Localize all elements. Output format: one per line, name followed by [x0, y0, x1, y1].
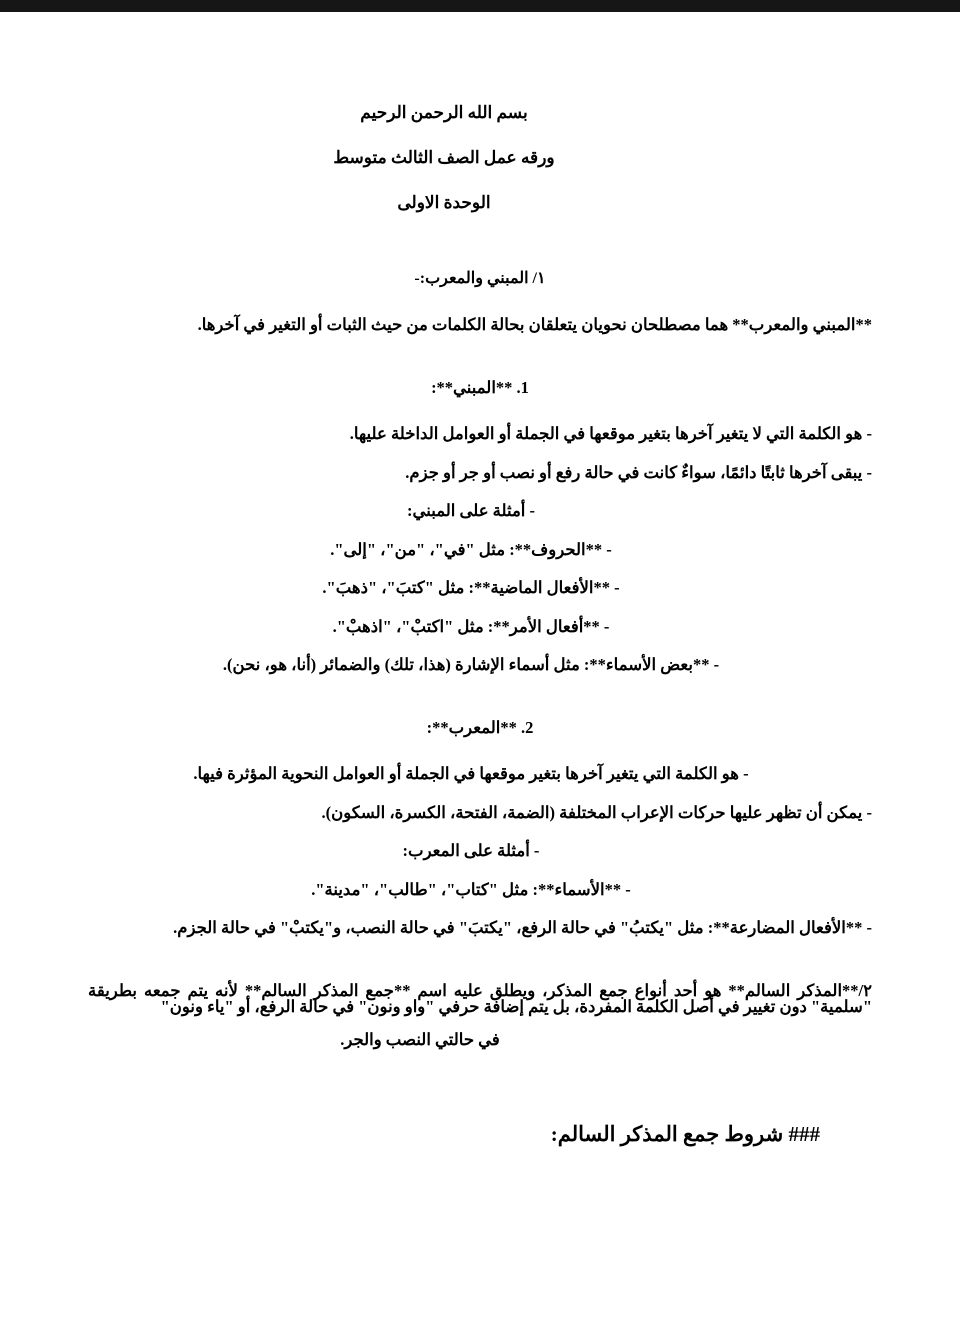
spacer: [0, 558, 960, 580]
item-one-example-nouns: - **بعض الأسماء**: مثل أسماء الإشارة (هذا، تلك) والضمائر (أنا، هو، نحن).: [222, 655, 720, 674]
document-content: [0, 12, 960, 1145]
item-two-definition-2: - يمكن أن تظهر عليها حركات الإعراب المختلفة (الضمة، الفتحة، الكسرة، السكون).: [321, 802, 872, 822]
spacer: [0, 937, 960, 953]
spacer: [0, 736, 960, 766]
item-one-example-past-verbs: - **الأفعال الماضية**: مثل "كتبَ"، "ذهبَ".: [322, 578, 620, 597]
item-two-examples-label: - أمثلة على المعرب:: [402, 841, 540, 860]
worksheet-title: ورقه عمل الصف الثالث متوسط: [333, 148, 555, 167]
item-two-example-present-verbs: - **الأفعال المضارعة**: مثل "يكتبُ" في حالة الرفع، "يكتبَ" في حالة النصب، و"يكتبْ" في حالة الجزم.: [173, 918, 872, 937]
spacer: [0, 1048, 960, 1094]
document-header: [0, 104, 960, 211]
unit-title: الوحدة الاولى: [397, 193, 491, 212]
spacer: [0, 860, 960, 882]
spacer: [0, 898, 960, 920]
spacer: [0, 674, 960, 720]
item-two-example-nouns: - **الأسماء**: مثل "كتاب"، "طالب"، "مدينة".: [311, 879, 631, 899]
section-two-paragraph-tail: في حالتي النصب والجر.: [340, 1029, 500, 1049]
spacer: [0, 635, 960, 657]
item-one-example-imperative-verbs: - **أفعال الأمر**: مثل "اكتبْ"، "اذهبْ".: [332, 616, 610, 636]
spacer: [0, 821, 960, 843]
top-status-bar: [0, 0, 960, 12]
spacer: [0, 520, 960, 542]
basmala-line: بسم الله الرحمن الرحيم: [360, 103, 528, 122]
item-one-definition-2: - يبقى آخرها ثابتًا دائمًا، سواءٌ كانت في حالة رفع أو نصب أو جر أو جزم.: [405, 462, 872, 482]
spacer: [0, 1094, 960, 1124]
item-one-example-huruf: - **الحروف**: مثل "في"، "من"، "إلى".: [330, 539, 612, 559]
spacer: [0, 783, 960, 805]
conditions-heading: ### شروط جمع المذكر السالم:: [550, 1122, 820, 1146]
section-one-heading: ١/ المبني والمعرب:-: [414, 270, 546, 287]
item-one-examples-label: - أمثلة على المبني:: [407, 501, 535, 520]
section-one-intro: **المبني والمعرب** هما مصطلحان نحويان يتعلقان بحالة الكلمات من حيث الثبات أو التغير في آخرها.: [197, 315, 872, 334]
item-one-definition-1: - هو الكلمة التي لا يتغير آخرها بتغير موقعها في الجملة أو العوامل الداخلة عليها.: [349, 424, 872, 443]
spacer: [0, 481, 960, 503]
item-two-definition-1: - هو الكلمة التي يتغير آخرها بتغير موقعها في الجملة أو العوامل النحوية المؤثرة فيها.: [193, 764, 749, 783]
spacer: [0, 334, 960, 380]
section-two-paragraph: ٢/**المذكر السالم** هو أحد أنواع جمع المذكر، ويطلق عليه اسم **جمع المذكر السالم** لأنه يتم جمعه بطريقة "سلمية" دون تغيير في أصل الكلمة المفردة، بل يتم إضافة حرفي "واو ونون" في حالة الرفع، أو "ياء ونون": [88, 980, 872, 1016]
spacer: [0, 396, 960, 426]
item-one-title: 1. **المبني**:: [431, 377, 529, 397]
spacer: [0, 597, 960, 619]
spacer: [0, 443, 960, 465]
item-two-title: 2. **المعرب**:: [426, 717, 534, 737]
